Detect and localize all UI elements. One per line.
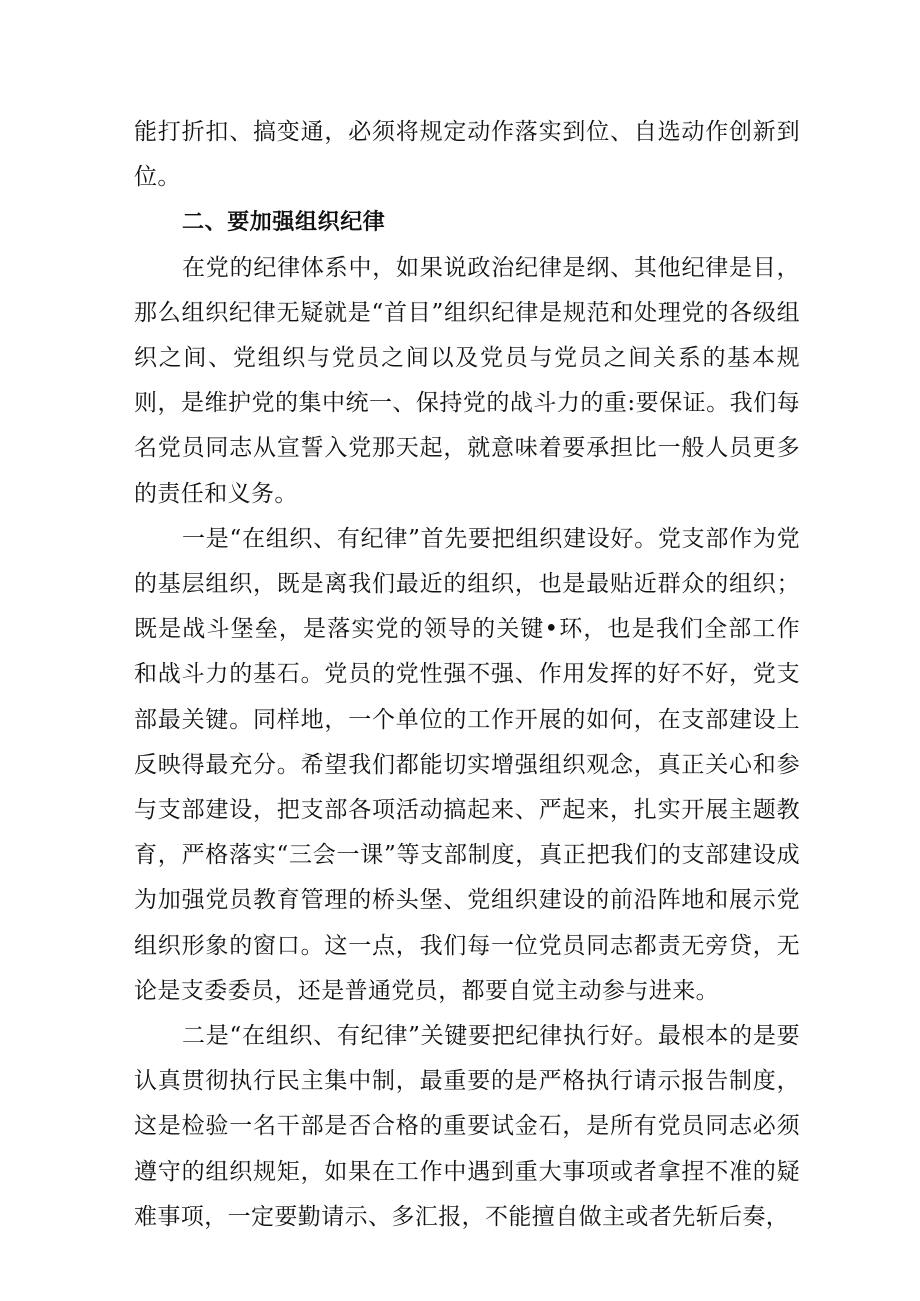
paragraph-organizational-discipline: 在党的纪律体系中，如果说政治纪律是纲、其他纪律是目，那么组织纪律无疑就是“首目”组织纪律是规范和处理党的各级组织之间、党组织与党员之间以及党员与党员之间关系的基本规则，是维护党的集中统一、保持党的战斗力的重:要保证。我们每名党员同志从宣誓入党那天起，就意味着要承担比一般人员更多的责任和义务。 — [134, 254, 800, 507]
document-body — [134, 110, 800, 1240]
section-heading: 二、要加强组织纪律 — [182, 210, 386, 236]
paragraph-continuation: 能打折扣、搞变通，必须将规定动作落实到位、自选动作创新到位。 — [134, 119, 800, 191]
paragraph-point-two: 二是“在组织、有纪律”关键要把纪律执行好。最根本的是要认真贯彻执行民主集中制，最重要的是严格执行请示报告制度，这是检验一名干部是否合格的重要试金石，是所有党员同志必须遵守的组织规矩，如果在工作中遇到重大事项或者拿捏不准的疑难事项，一定要勤请示、多汇报，不能擅自做主或者先斩后奏， — [134, 1023, 800, 1230]
paragraph-point-one: 一是“在组织、有纪律”首先要把组织建设好。党支部作为党的基层组织，既是离我们最近的组织，也是最贴近群众的组织；既是战斗堡垒，是落实党的领导的关键•环，也是我们全部工作和战斗力的基石。党员的党性强不强、作用发挥的好不好，党支部最关键。同样地，一个单位的工作开展的如何，在支部建设上反映得最充分。希望我们都能切实增强组织观念，真正关心和参与支部建设，把支部各项活动搞起来、严起来，扎实开展主题教育，严格落实“三会一课”等支部制度，真正把我们的支部建设成为加强党员教育管理的桥头堡、党组织建设的前沿阵地和展示党组织形象的窗口。这一点，我们每一位党员同志都责无旁贷，无论是支委委员，还是普通党员，都要自觉主动参与进来。 — [134, 525, 800, 1004]
